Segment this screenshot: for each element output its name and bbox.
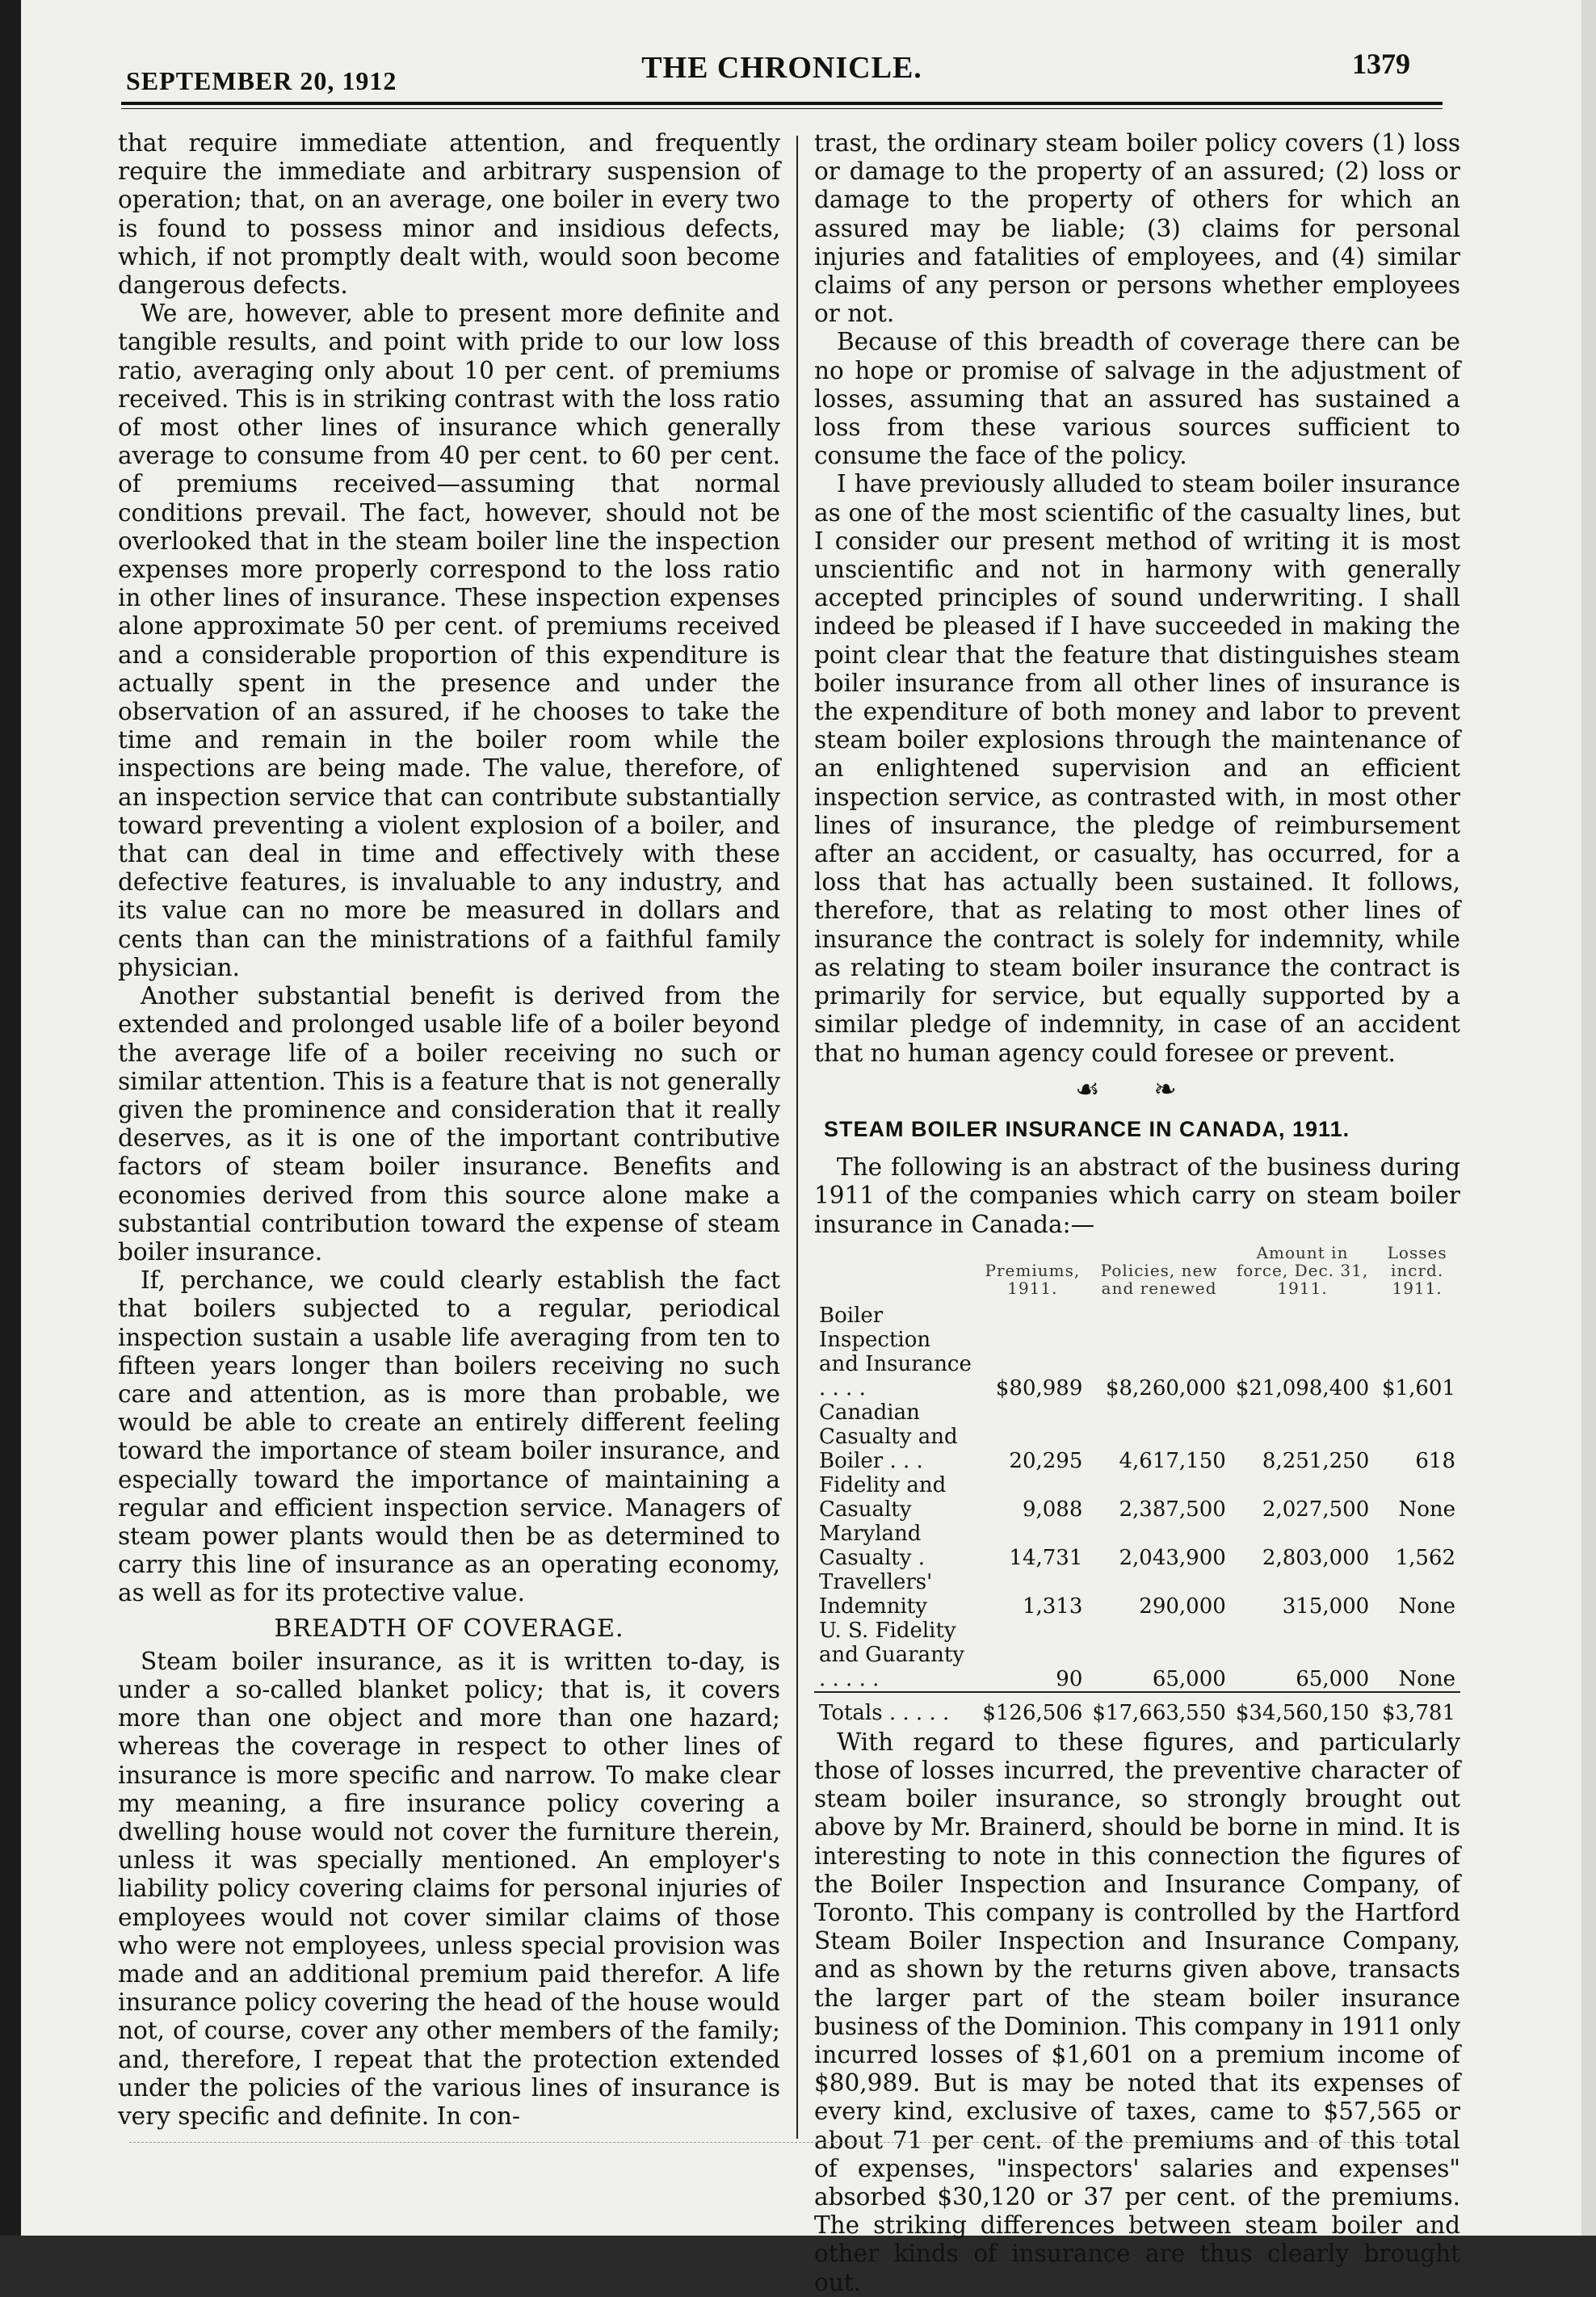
table-row xyxy=(814,1473,1460,1522)
company-name: Boiler Inspection and Insurance . . . . xyxy=(819,1303,972,1400)
losses-cell: $1,601 xyxy=(1382,1375,1455,1400)
table-row xyxy=(814,1304,1460,1400)
paragraph: Steam boiler insurance, as it is written to-day, is under a so-called blanket policy; that is, it covers more than one object and more than one hazard; whereas the coverage in respect to other lines of insurance is more specific and narrow. To make clear my meaning, a fire insurance policy covering a dwelling house would not cover the furniture therein, unless it was specially mentioned. An employer's liability policy covering claims for personal injuries of employees would not cover similar claims of those who were not employees, unless special provision was made and an additional premium paid therefor. A life insurance policy covering the head of the house would not, of course, cover any other members of the family; and, therefore, I repeat that the protection extended under the policies of the various lines of insurance is very specific and definite. In con- xyxy=(118,1647,780,2131)
premiums-cell: $80,989 xyxy=(995,1375,1083,1400)
premiums-cell: 9,088 xyxy=(1022,1497,1083,1522)
header-date: SEPTEMBER 20, 1912 xyxy=(126,66,397,95)
amount-cell: 315,000 xyxy=(1282,1594,1370,1619)
paragraph: Because of this breadth of coverage there can be no hope or promise of salvage in the adjustment of losses, assuming that an assured has sustained a loss from these various sources sufficient to consume the face of the policy. xyxy=(814,328,1460,470)
totals-label: Totals . . . . . xyxy=(814,1692,977,1725)
page-header xyxy=(121,47,1443,103)
table-row xyxy=(814,1619,1460,1692)
header-title: THE CHRONICLE. xyxy=(641,51,922,85)
paragraph: that require immediate attention, and frequently require the immediate and arbitrary suspension of operation; that, on an average, one boiler in every two is found to possess minor and insidious defects, which, if not promptly dealt with, would soon become dangerous defects. xyxy=(118,129,780,300)
statistics-table xyxy=(814,1244,1460,1725)
column-divider xyxy=(796,136,798,2139)
company-name: Fidelity and Casualty xyxy=(819,1472,947,1522)
table-row xyxy=(814,1522,1460,1570)
policies-cell: 4,617,150 xyxy=(1119,1448,1226,1473)
table-row xyxy=(814,1400,1460,1473)
premiums-total: $126,506 xyxy=(977,1692,1087,1725)
scan-edge xyxy=(0,0,21,2236)
losses-cell: None xyxy=(1398,1497,1455,1522)
company-name: Travellers' Indemnity xyxy=(819,1569,933,1619)
policies-cell: 290,000 xyxy=(1139,1594,1226,1619)
policies-cell: 2,043,900 xyxy=(1119,1545,1226,1570)
column-header: Losses incrd. 1911. xyxy=(1387,1242,1447,1298)
losses-cell: 1,562 xyxy=(1395,1545,1455,1570)
right-column xyxy=(814,129,1460,2297)
section-title: STEAM BOILER INSURANCE IN CANADA, 1911. xyxy=(824,1116,1350,1141)
paragraph: With regard to these figures, and particularly those of losses incurred, the preventive character of steam boiler insurance, so strongly brought out above by Mr. Brainerd, should be borne in mind. It is interesting to note in this connection the figures of the Boiler Inspection and Insurance Company, of Toronto. This company is controlled by the Hartford Steam Boiler Inspection and Insurance Company, and as shown by the returns given above, transacts the larger part of the steam boiler insurance business of the Dominion. This company in 1911 only incurred losses of $1,601 on a premium income of $80,989. But is may be noted that its expenses of every kind, exclusive of taxes, came to $57,565 or about 71 per cent. of the premiums and of this total of expenses, "inspectors' salaries and expenses" absorbed $30,120 or 37 per cent. of the premiums. The striking differences between steam boiler and other kinds of insurance are thus clearly brought out. xyxy=(814,1728,1460,2296)
amount-cell: $21,098,400 xyxy=(1235,1375,1370,1400)
amount-cell: 2,027,500 xyxy=(1262,1497,1370,1522)
subheading: BREADTH OF COVERAGE. xyxy=(274,1614,624,1643)
column-header: Amount in force, Dec. 31, 1911. xyxy=(1236,1242,1369,1298)
policies-cell: $8,260,000 xyxy=(1105,1375,1226,1400)
column-header: Policies, new and renewed xyxy=(1100,1260,1218,1298)
premiums-cell: 14,731 xyxy=(1009,1545,1083,1570)
table-header-row xyxy=(814,1244,1460,1304)
amount-cell: 65,000 xyxy=(1296,1666,1370,1691)
premiums-cell: 90 xyxy=(1056,1666,1083,1691)
amount-cell: 8,251,250 xyxy=(1262,1448,1370,1473)
paragraph: If, perchance, we could clearly establish the fact that boilers subjected to a regular, periodical inspection sustain a usable life averaging from ten to fifteen years longer than boilers receiving no such care and attention, as is more than probable, we would be able to create an entirely different feeling toward the importance of steam boiler insurance, and especially toward the importance of maintaining a regular and efficient inspection service. Managers of steam power plants would then be as determined to carry this line of insurance as an operating economy, as well as for its protective value. xyxy=(118,1266,780,1607)
paragraph: We are, however, able to present more definite and tangible results, and point with pride to our low loss ratio, averaging only about 10 per cent. of premiums received. This is in striking contrast with the loss ratio of most other lines of insurance which generally average to consume from 40 per cent. to 60 per cent. of premiums received—assuming that normal conditions prevail. The fact, however, should not be overlooked that in the steam boiler line the inspection expenses more properly correspond to the loss ratio in other lines of insurance. These inspection expenses alone approximate 50 per cent. of premiums received and a considerable proportion of this expenditure is actually spent in the presence and under the observation of an assured, if he chooses to take the time and remain in the boiler room while the inspections are being made. The value, therefore, of an inspection service that can contribute substantially toward preventing a violent explosion of a boiler, and that can deal in time and effectively with these defective features, is invaluable to any industry, and its value can no more be measured in dollars and cents than can the ministrations of a faithful family physician. xyxy=(118,300,780,981)
column-header xyxy=(814,1244,977,1304)
policies-total: $17,663,550 xyxy=(1087,1692,1230,1725)
company-name: Maryland Casualty . xyxy=(819,1521,925,1570)
paragraph: trast, the ordinary steam boiler policy covers (1) loss or damage to the property of an assured; (2) loss or damage to the property of others for which an assured may be liable; (3) claims for personal injuries and fatalities of employees, and (4) similar claims of any person or persons whether employees or not. xyxy=(814,129,1460,328)
ornament-icon: ☙ ❧ xyxy=(1075,1073,1199,1106)
left-column xyxy=(118,129,780,2131)
losses-cell: 618 xyxy=(1415,1448,1455,1473)
policies-cell: 2,387,500 xyxy=(1119,1497,1226,1522)
losses-cell: None xyxy=(1398,1594,1455,1619)
losses-cell: None xyxy=(1398,1666,1455,1691)
amount-total: $34,560,150 xyxy=(1231,1692,1374,1725)
table-row xyxy=(814,1570,1460,1619)
footer-rule xyxy=(129,2142,1434,2143)
premiums-cell: 20,295 xyxy=(1009,1448,1083,1473)
company-name: Canadian Casualty and Boiler . . . xyxy=(819,1400,958,1473)
company-name: U. S. Fidelity and Guaranty . . . . . xyxy=(819,1618,964,1691)
paragraph: Another substantial benefit is derived from the extended and prolonged usable life of a boiler beyond the average life of a boiler receiving no such or similar attention. This is a feature that is not generally given the prominence and consideration that it really deserves, as it is one of the important contributive factors of steam boiler insurance. Benefits and economies derived from this source alone make a substantial contribution toward the expense of steam boiler insurance. xyxy=(118,982,780,1266)
amount-cell: 2,803,000 xyxy=(1262,1545,1370,1570)
scan-edge-right xyxy=(1581,0,1596,2236)
premiums-cell: 1,313 xyxy=(1022,1594,1083,1619)
page-number: 1379 xyxy=(1352,48,1410,80)
totals-row xyxy=(814,1692,1460,1725)
losses-total: $3,781 xyxy=(1374,1692,1460,1725)
paragraph: I have previously alluded to steam boiler insurance as one of the most scientific of the casualty lines, but I consider our present method of writing it is most unscientific and not in harmony with generally accepted principles of sound underwriting. I shall indeed be pleased if I have succeeded in making the point clear that the feature that distinguishes steam boiler insurance from all other lines of insurance is the expenditure of both money and labor to prevent steam boiler explosions through the maintenance of an enlightened supervision and an efficient inspection service, as contrasted with, in most other lines of insurance, the pledge of reimbursement after an accident, or casualty, has occurred, for a loss that has actually been sustained. It follows, therefore, that as relating to most other lines of insurance the contract is solely for indemnity, while as relating to steam boiler insurance the contract is primarily for service, but equally supported by a similar pledge of indemnity, in case of an accident that no human agency could foresee or prevent. xyxy=(814,470,1460,1067)
table-intro: The following is an abstract of the business during 1911 of the companies which carry on steam boiler insurance in Canada:— xyxy=(814,1153,1460,1238)
header-rule xyxy=(121,102,1443,109)
policies-cell: 65,000 xyxy=(1152,1666,1226,1691)
column-header: Premiums, 1911. xyxy=(985,1260,1081,1298)
